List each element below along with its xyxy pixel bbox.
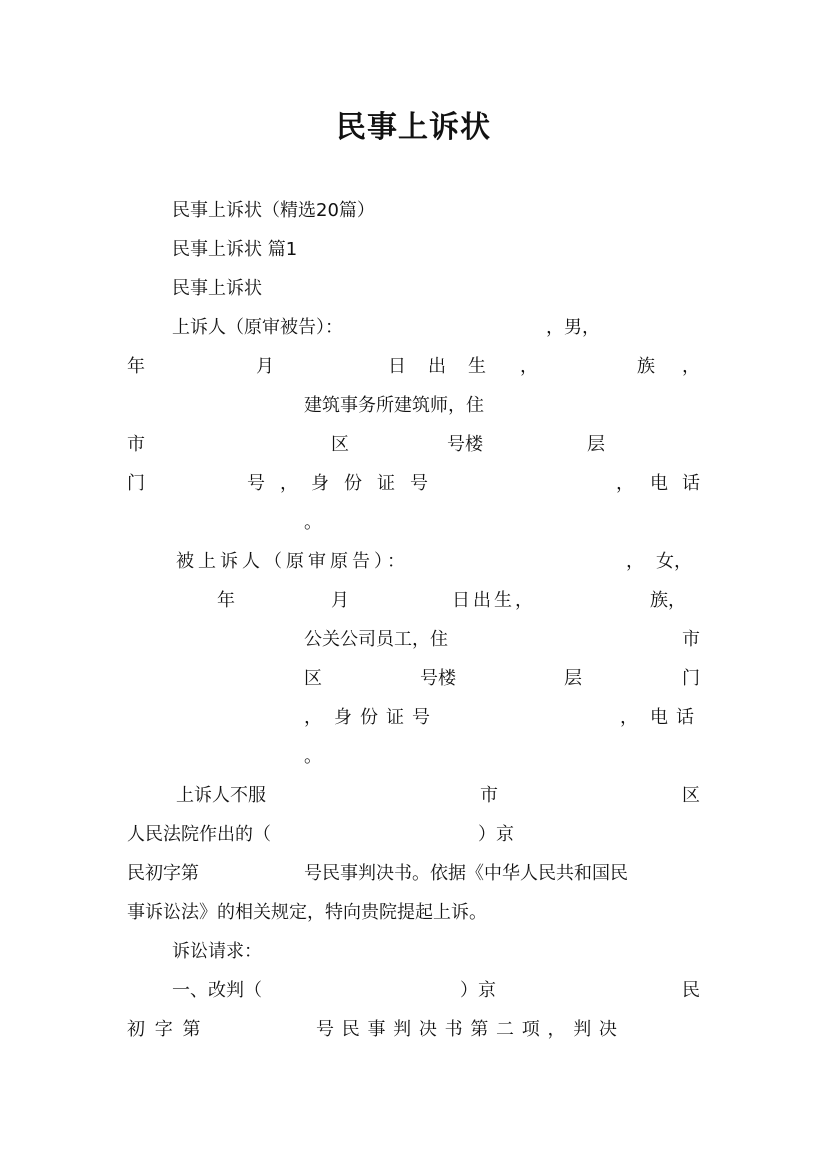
appellee-door: 门 (682, 668, 700, 689)
appellee-year: 年 (217, 590, 235, 611)
body-law: 事诉讼法》的相关规定，特向贵院提起上诉。 (127, 902, 487, 923)
appellee-comma-id: ， (304, 707, 322, 728)
appellant-born-2: 出 (428, 356, 446, 377)
appellee-city: 市 (682, 629, 700, 650)
appellee-period: 。 (304, 746, 322, 767)
appellee-phone: 电话 (650, 707, 702, 728)
appellant-occupation: 建筑事务所建筑师，住 (304, 395, 484, 416)
claims-label: 诉讼请求： (172, 941, 262, 962)
appellee-label: 被上诉人（原审原告）： (176, 551, 409, 572)
appellee-ethnic: 族， (650, 590, 686, 611)
appellant-phone-1: 电 (650, 473, 668, 494)
appellant-period: 。 (304, 512, 322, 533)
claim1-jing: ）京 (460, 980, 496, 1001)
intro-line-2: 民事上诉状 篇1 (172, 239, 298, 260)
appellant-born-3: 生 (468, 356, 486, 377)
appellant-id-1: 身 (311, 473, 329, 494)
appellee-district: 区 (304, 668, 322, 689)
appellant-district: 区 (331, 434, 349, 455)
appellant-floor: 层 (587, 434, 605, 455)
claim1-min: 民 (682, 980, 700, 1001)
appellant-ethnic: 族 (637, 356, 655, 377)
appellee-occupation: 公关公司员工，住 (304, 629, 448, 650)
appellee-month: 月 (331, 590, 349, 611)
appellant-id-2: 份 (344, 473, 362, 494)
appellant-door: 门 (127, 473, 145, 494)
appellant-year: 年 (127, 356, 145, 377)
appellant-month: 月 (256, 356, 274, 377)
body-jing: ）京 (478, 824, 514, 845)
document-title: 民事上诉状 (336, 110, 491, 145)
body-city: 市 (480, 785, 498, 806)
appellee-building: 号楼 (420, 668, 456, 689)
body-judgment: 号民事判决书。依据《中华人民共和国民 (304, 863, 628, 884)
appellant-city: 市 (127, 434, 145, 455)
appellee-comma-phone: ， (620, 707, 638, 728)
appellee-gender: 女， (656, 551, 692, 572)
appellant-phone-2: 话 (682, 473, 700, 494)
appellee-born: 日出生， (452, 590, 536, 611)
body-district: 区 (682, 785, 700, 806)
body-case-prefix: 民初字第 (127, 863, 199, 884)
appellant-building: 号楼 (447, 434, 483, 455)
claim1-line2a: 初 字 第 (127, 1019, 201, 1040)
appellant-id-3: 证 (377, 473, 395, 494)
appellant-comma-2: ， (682, 356, 700, 377)
appellee-id: 身份证号 (334, 707, 438, 728)
appellant-gender: ，男， (546, 317, 600, 338)
appellant-comma-3: ， (280, 473, 298, 494)
body-court: 人民法院作出的（ (127, 824, 271, 845)
appellant-born-1: 日 (388, 356, 406, 377)
intro-line-3: 民事上诉状 (172, 278, 262, 299)
appellee-floor: 层 (564, 668, 582, 689)
body-not-accept: 上诉人不服 (176, 785, 266, 806)
claim1-line2b: 号 民 事 判 决 书 第 二 项 ， 判 决 (316, 1019, 617, 1040)
intro-line-1: 民事上诉状（精选20篇） (172, 200, 375, 221)
claim1-start: 一、改判（ (172, 980, 262, 1001)
appellee-comma-gender: ， (626, 551, 644, 572)
appellant-number: 号 (247, 473, 265, 494)
appellant-id-4: 号 (410, 473, 428, 494)
appellant-comma-4: ， (616, 473, 634, 494)
appellant-label: 上诉人（原审被告）： (172, 317, 343, 338)
appellant-comma-1: ， (520, 356, 538, 377)
